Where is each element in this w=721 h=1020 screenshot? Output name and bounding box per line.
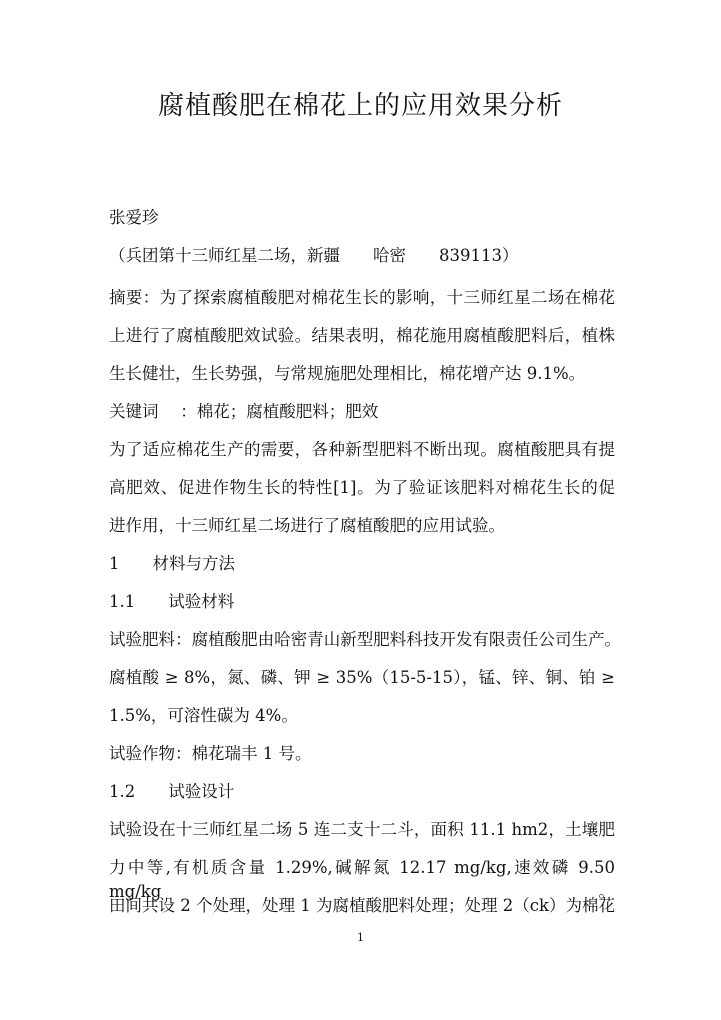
paragraph-line: 试验肥料：腐植酸肥由哈密青山新型肥料科技开发有限责任公司生产。 bbox=[109, 630, 621, 649]
paragraph-line: 力中等,有机质含量 1.29%,碱解氮 12.17 mg/kg,速效磷 9.50 mg/kg。 bbox=[109, 858, 615, 901]
paragraph-line: 田间共设 2 个处理，处理 1 为腐植酸肥料处理；处理 2（ck）为棉花 bbox=[109, 896, 615, 915]
abstract-line: 摘要：为了探索腐植酸肥对棉花生长的影响，十三师红星二场在棉花 bbox=[109, 288, 615, 307]
page-number: 1 bbox=[357, 931, 364, 944]
paragraph-line: 进作用，十三师红星二场进行了腐植酸肥的应用试验。 bbox=[109, 516, 505, 535]
abstract-line: 上进行了腐植酸肥效试验。结果表明，棉花施用腐植酸肥料后，植株 bbox=[109, 326, 615, 345]
affiliation: （兵团第十三师红星二场，新疆 哈密 839113） bbox=[109, 246, 519, 265]
document-title: 腐植酸肥在棉花上的应用效果分析 bbox=[157, 91, 563, 121]
paragraph-line: 为了适应棉花生产的需要，各种新型肥料不断出现。腐植酸肥具有提 bbox=[109, 440, 615, 459]
abstract-line: 生长健壮，生长势强，与常规施肥处理相比，棉花增产达 9.1%。 bbox=[109, 364, 586, 383]
paragraph-line: 试验作物：棉花瑞丰 1 号。 bbox=[109, 744, 312, 763]
subsection-heading: 1.1 试验材料 bbox=[109, 592, 235, 611]
subsection-heading: 1.2 试验设计 bbox=[109, 782, 235, 801]
section-heading: 1 材料与方法 bbox=[109, 554, 235, 573]
paragraph-line: 腐植酸 ≥ 8%，氮、磷、钾 ≥ 35%（15-5-15），锰、锌、铜、铂 ≥ bbox=[109, 668, 615, 687]
keywords: 关键词 ：棉花；腐植酸肥料；肥效 bbox=[109, 402, 379, 421]
paragraph-line: 1.5%，可溶性碳为 4%。 bbox=[109, 706, 298, 725]
paragraph-line: 高肥效、促进作物生长的特性[1]。为了验证该肥料对棉花生长的促 bbox=[109, 478, 615, 497]
author: 张爱珍 bbox=[109, 208, 159, 227]
paragraph-line: 试验设在十三师红星二场 5 连二支十二斗，面积 11.1 hm2，土壤肥 bbox=[109, 820, 615, 839]
